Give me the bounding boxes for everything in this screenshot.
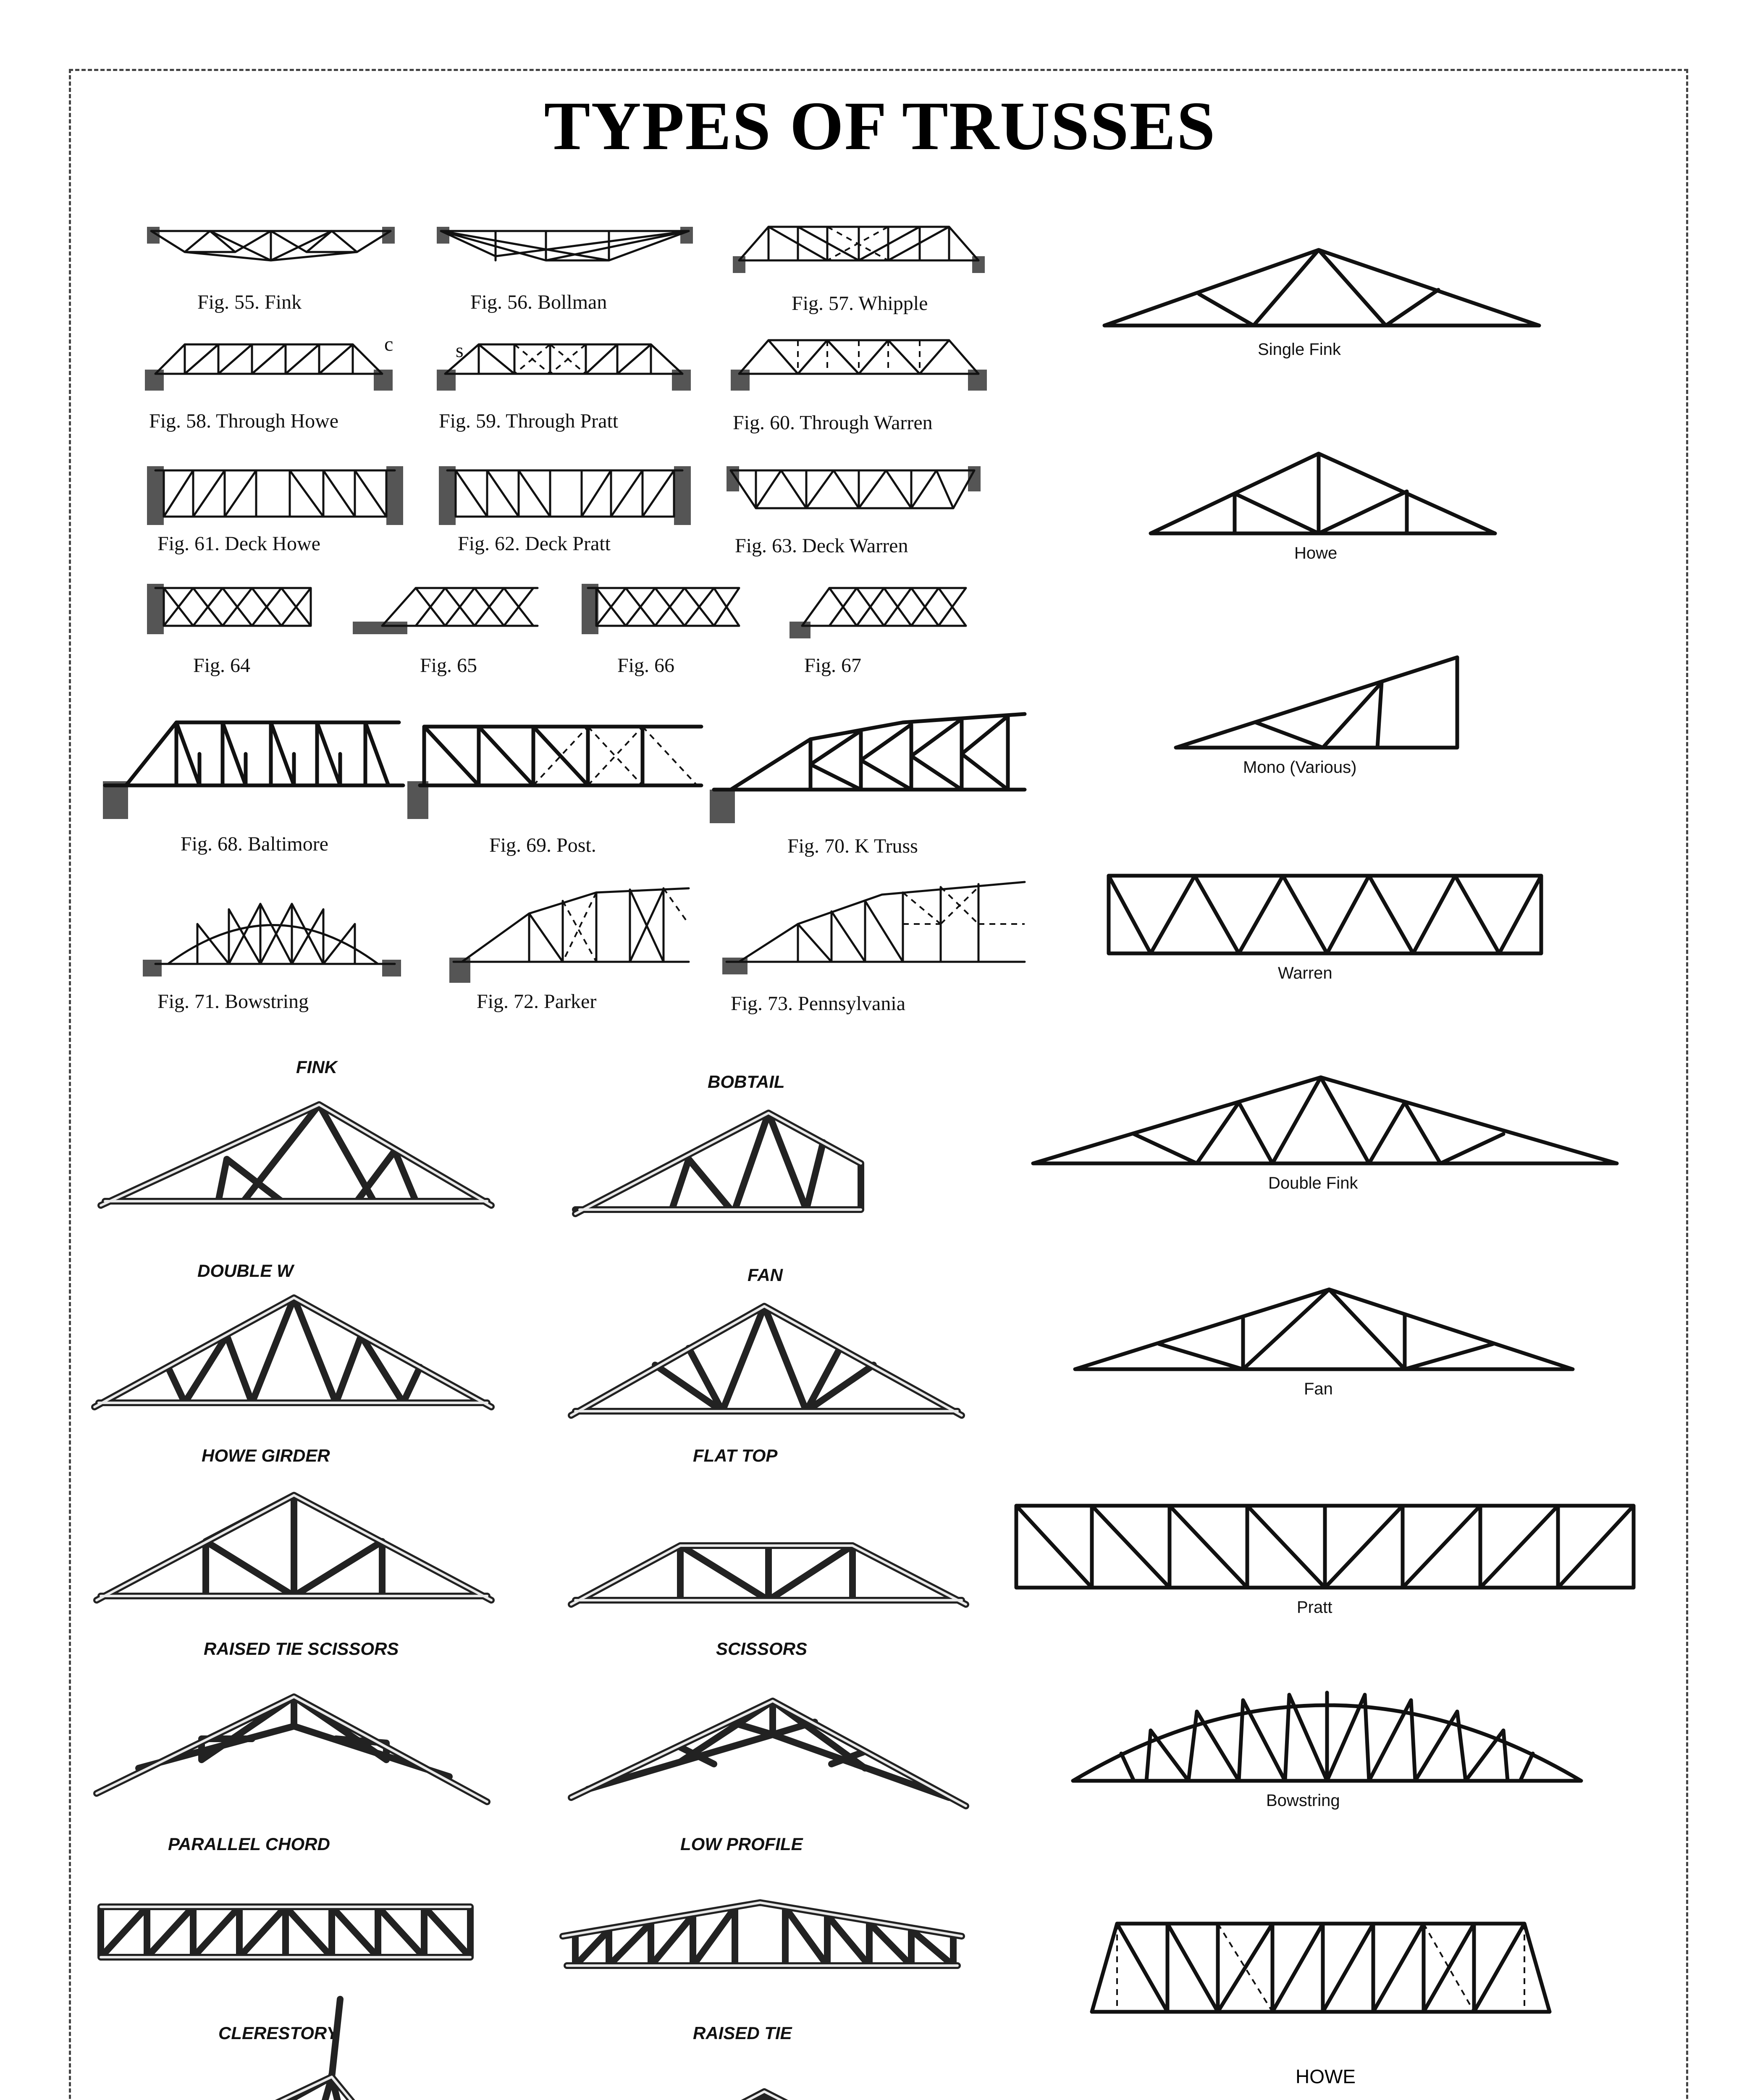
warren-caption: Warren xyxy=(1278,964,1332,982)
raised-tie-roof-truss xyxy=(563,2092,962,2100)
fig-68-caption: Fig. 68. Baltimore xyxy=(181,833,328,855)
flat-top-roof-truss xyxy=(571,1546,966,1604)
low-profile-label: LOW PROFILE xyxy=(680,1834,803,1854)
fig-65-lattice-truss xyxy=(353,588,538,634)
fig-69-post-truss xyxy=(407,727,701,819)
scissors-label: SCISSORS xyxy=(716,1639,808,1659)
bridge-figures-panel xyxy=(103,227,1025,1015)
fig-60-through-warren-truss xyxy=(731,340,987,391)
raised-tie-scissors-roof-truss xyxy=(97,1697,487,1802)
fig-67-lattice-truss xyxy=(790,588,966,638)
fig-71-bowstring-truss xyxy=(143,904,401,976)
fig-66-caption: Fig. 66 xyxy=(617,654,675,677)
fig-68-baltimore-truss xyxy=(103,722,403,819)
fig-72-parker-truss xyxy=(449,888,689,983)
warren-truss xyxy=(1109,876,1541,953)
bobtail-label: BOBTAIL xyxy=(708,1072,785,1092)
fan-roof-truss xyxy=(571,1306,962,1415)
fan-caption: Fan xyxy=(1304,1380,1333,1398)
fig-62-caption: Fig. 62. Deck Pratt xyxy=(458,533,611,555)
single-fink-truss xyxy=(1104,250,1539,326)
fig-55-fink-truss xyxy=(147,227,395,260)
bobtail-roof-truss xyxy=(575,1113,861,1214)
double-w-roof-truss xyxy=(94,1298,491,1407)
fig-70-caption: Fig. 70. K Truss xyxy=(787,835,918,857)
pratt-truss xyxy=(1016,1506,1634,1588)
fig-67-caption: Fig. 67 xyxy=(804,654,862,677)
raised-tie-scissors-label: RAISED TIE SCISSORS xyxy=(204,1639,399,1659)
fig-72-caption: Fig. 72. Parker xyxy=(477,990,597,1013)
howe-roof-truss xyxy=(1151,454,1495,533)
fig-58-caption: Fig. 58. Through Howe xyxy=(149,410,339,432)
fig-70-k-truss xyxy=(710,714,1025,823)
fig-64-caption: Fig. 64 xyxy=(193,654,251,677)
parallel-chord-roof-truss xyxy=(101,1907,470,1957)
single-fink-caption: Single Fink xyxy=(1258,340,1341,359)
fig-63-caption: Fig. 63. Deck Warren xyxy=(735,535,908,557)
fig-62-deck-pratt-truss xyxy=(439,466,691,525)
bowstring-caption: Bowstring xyxy=(1266,1791,1340,1810)
mono-caption: Mono (Various) xyxy=(1243,758,1357,777)
mono-truss xyxy=(1176,657,1457,748)
double-w-label: DOUBLE W xyxy=(197,1261,294,1281)
fink-roof-truss xyxy=(101,1105,491,1205)
flat-top-label: FLAT TOP xyxy=(693,1446,778,1465)
fig-56-bollman-truss xyxy=(437,227,693,260)
parallel-chord-label: PARALLEL CHORD xyxy=(168,1834,330,1854)
fig-57-caption: Fig. 57. Whipple xyxy=(792,292,928,315)
double-fink-caption: Double Fink xyxy=(1268,1174,1358,1192)
fig-57-whipple-truss xyxy=(733,227,985,273)
fig-60-caption: Fig. 60. Through Warren xyxy=(733,412,933,434)
fig-59-through-pratt-truss xyxy=(437,344,691,391)
pratt-caption: Pratt xyxy=(1297,1598,1332,1617)
howe-bridge-truss xyxy=(1092,1924,1550,2012)
fig-66-lattice-truss xyxy=(582,584,739,634)
fig-73-pennsylvania-truss xyxy=(722,882,1025,974)
fig-65-caption: Fig. 65 xyxy=(420,654,477,677)
fig-64-lattice-truss xyxy=(147,584,311,634)
fig-56-caption: Fig. 56. Bollman xyxy=(470,291,607,313)
bowstring-truss xyxy=(1073,1693,1581,1781)
letter-c: c xyxy=(384,333,393,355)
page-title: TYPES OF TRUSSES xyxy=(544,87,1216,164)
right-column-panel xyxy=(1016,250,1634,2087)
fink-label: FINK xyxy=(296,1057,337,1077)
fig-59-caption: Fig. 59. Through Pratt xyxy=(439,410,619,432)
fig-55-caption: Fig. 55. Fink xyxy=(197,291,302,313)
fan-label: FAN xyxy=(748,1265,783,1285)
fig-63-deck-warren-truss xyxy=(727,466,981,508)
clerestory-roof-truss xyxy=(105,1999,420,2100)
howe-bridge-caption: HOWE xyxy=(1296,2066,1356,2087)
howe-caption: Howe xyxy=(1294,544,1338,562)
double-fink-truss xyxy=(1033,1077,1617,1163)
fig-73-caption: Fig. 73. Pennsylvania xyxy=(731,992,905,1015)
roof-trusses-panel xyxy=(94,1057,966,2100)
fig-71-caption: Fig. 71. Bowstring xyxy=(157,990,309,1013)
fig-58-through-howe-truss xyxy=(145,344,393,391)
clerestory-label: CLERESTORY xyxy=(218,2023,338,2043)
letter-s: s xyxy=(456,339,464,362)
scissors-roof-truss xyxy=(571,1701,966,1806)
low-profile-roof-truss xyxy=(563,1903,962,1966)
fig-61-deck-howe-truss xyxy=(147,466,403,525)
fig-69-caption: Fig. 69. Post. xyxy=(489,834,596,856)
fan-roof-truss-line xyxy=(1075,1289,1573,1369)
raised-tie-label: RAISED TIE xyxy=(693,2023,792,2043)
howe-girder-roof-truss xyxy=(97,1495,491,1600)
fig-61-caption: Fig. 61. Deck Howe xyxy=(157,533,320,555)
howe-girder-label: HOWE GIRDER xyxy=(202,1446,330,1465)
